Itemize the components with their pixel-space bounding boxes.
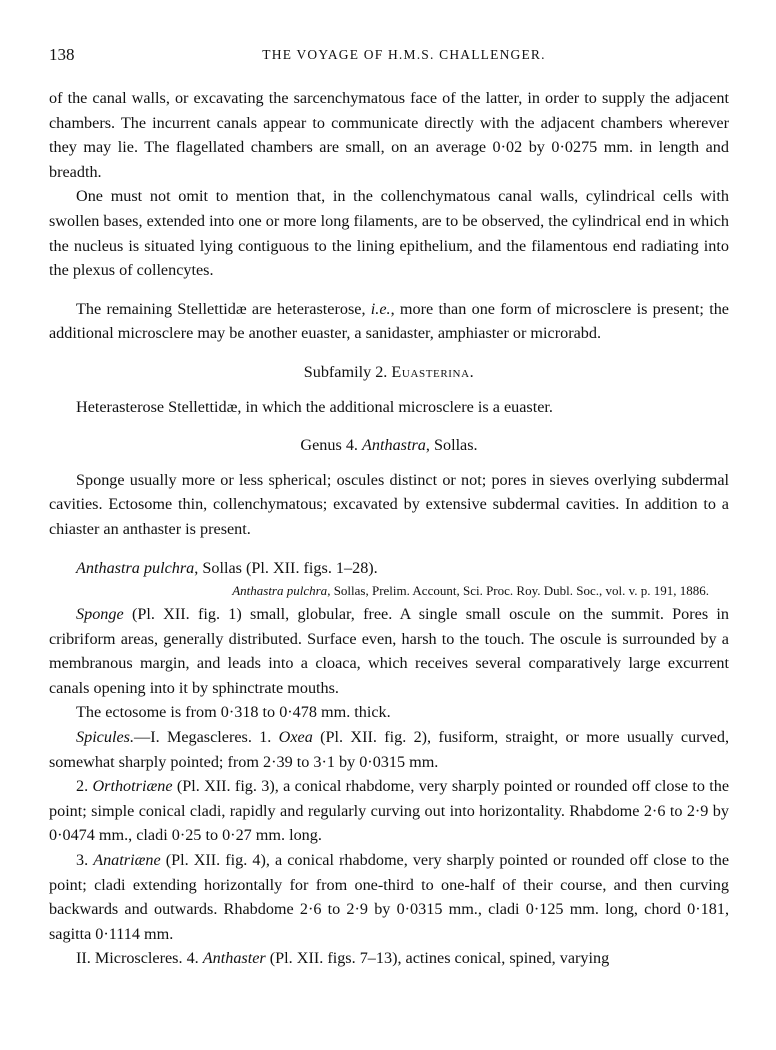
text-span: The remaining Stellettidæ are heterasterose, <box>76 299 371 318</box>
species-name: Anthastra pulchra <box>76 558 195 577</box>
subfamily-name: Euasterina. <box>391 362 475 381</box>
orthotriaene-label: Orthotriæne <box>92 777 173 796</box>
genus-heading <box>49 433 729 458</box>
subfamily-description: Heterasterose Stellettidæ, in which the additional microsclere is a euaster. <box>76 397 553 416</box>
paragraph-collenchymatous-cells: One must not omit to mention that, in the collenchymatous canal walls, cylindrical cells with swollen bases, extended into one or more long filaments, are to be observed, the cylindrical end in which the nucleus is situated lying contiguous to the lining epithelium, and the filamentous end radiating into the plexus of collencytes. <box>49 187 729 280</box>
page-body <box>49 86 729 971</box>
text-span: Subfamily 2. <box>303 362 392 381</box>
text-span: 2. <box>76 777 93 796</box>
text-span: , Sollas, Prelim. Account, Sci. Proc. Roy. Dubl. Soc., vol. v. p. 191, 1886. <box>327 583 709 599</box>
text-span: 3. <box>76 851 94 870</box>
subfamily-heading <box>49 360 729 385</box>
text-span: II. Microscleres. 4. <box>76 949 203 968</box>
page-header <box>49 45 729 67</box>
paragraph-canal-walls: of the canal walls, or excavating the sarcenchymatous face of the latter, in order to supply the adjacent chambers. The incurrent canals appear to communicate directly with the adjacent chambers wherever they may lie. The flagellated chambers are small, on an average 0·02 by 0·0275 mm. in length and breadth. <box>49 89 729 181</box>
text-span: , Sollas (Pl. XII. figs. 1–28). <box>194 558 378 577</box>
text-span: (Pl. XII. fig. 1) small, globular, free. A single small oscule on the summit. Pores in cribriform areas, generally distributed. Surface even, harsh to the touch. The oscule is surrounded by a membranous margin, and leads into a cloaca, which receives several comparatively large excurrent canals opening into it by sphinctrate mouths. <box>49 605 729 697</box>
species-citation <box>49 580 729 602</box>
page-number: 138 <box>49 45 75 64</box>
paragraph-microscleres <box>49 946 729 971</box>
anthaster-label: Anthaster <box>202 949 266 968</box>
text-span: Genus 4. <box>300 436 363 455</box>
text-span: (Pl. XII. fig. 2), fusiform, straight, or more usually curved, somewhat sharply pointed; from 2·39 to 3·1 by 0·0315 mm. <box>49 728 729 771</box>
running-title: THE VOYAGE OF H.M.S. CHALLENGER. <box>262 47 546 62</box>
text-span: , Sollas. <box>425 436 478 455</box>
italic-span: i.e. <box>370 299 391 318</box>
paragraph-spicules <box>49 725 729 774</box>
citation-name: Anthastra pulchra <box>232 583 328 599</box>
text-span: (Pl. XII. figs. 7–13), actines conical, spined, varying <box>265 949 610 968</box>
paragraph-orthotriaene <box>49 774 729 848</box>
text-span: , more than one form of microsclere is present; the additional microsclere may be another euaster, a sanidaster, amphiaster or microrabd. <box>49 299 729 343</box>
sponge-label: Sponge <box>76 605 124 624</box>
paragraph-sponge <box>49 602 729 700</box>
paragraph-ectosome: The ectosome is from 0·318 to 0·478 mm. thick. <box>76 703 391 722</box>
species-heading <box>49 556 729 581</box>
text-span: (Pl. XII. fig. 3), a conical rhabdome, very sharply pointed or rounded off close to the point; simple conical cladi, rapidly and regularly curving out into horizontality. Rhabdome 2·6 to 2·9 by 0·0474 mm., cladi 0·25 to 0·27 mm. long. <box>49 777 730 845</box>
paragraph-anatriaene <box>49 848 729 946</box>
paragraph-heterasterose <box>49 297 729 346</box>
genus-name: Anthastra <box>362 436 426 455</box>
spicules-label: Spicules. <box>76 728 134 747</box>
text-span: (Pl. XII. fig. 4), a conical rhabdome, very sharply pointed or rounded off close to the point; cladi extending horizontally for from one-third to one-half of their course, and then curving backwards and outwards. Rhabdome 2·6 to 2·9 by 0·0315 mm., cladi 0·125 mm. long, chord 0·181, sagitta 0·1114 mm. <box>49 851 730 943</box>
text-span: —I. Megascleres. 1. <box>134 728 279 747</box>
genus-description: Sponge usually more or less spherical; oscules distinct or not; pores in sieves overlying subdermal cavities. Ectosome thin, collenchymatous; excavated by extensive subdermal cavities. In addition to a chiaster an anthaster is present. <box>49 470 729 538</box>
anatriaene-label: Anatriæne <box>93 851 161 870</box>
oxea-label: Oxea <box>278 728 313 747</box>
